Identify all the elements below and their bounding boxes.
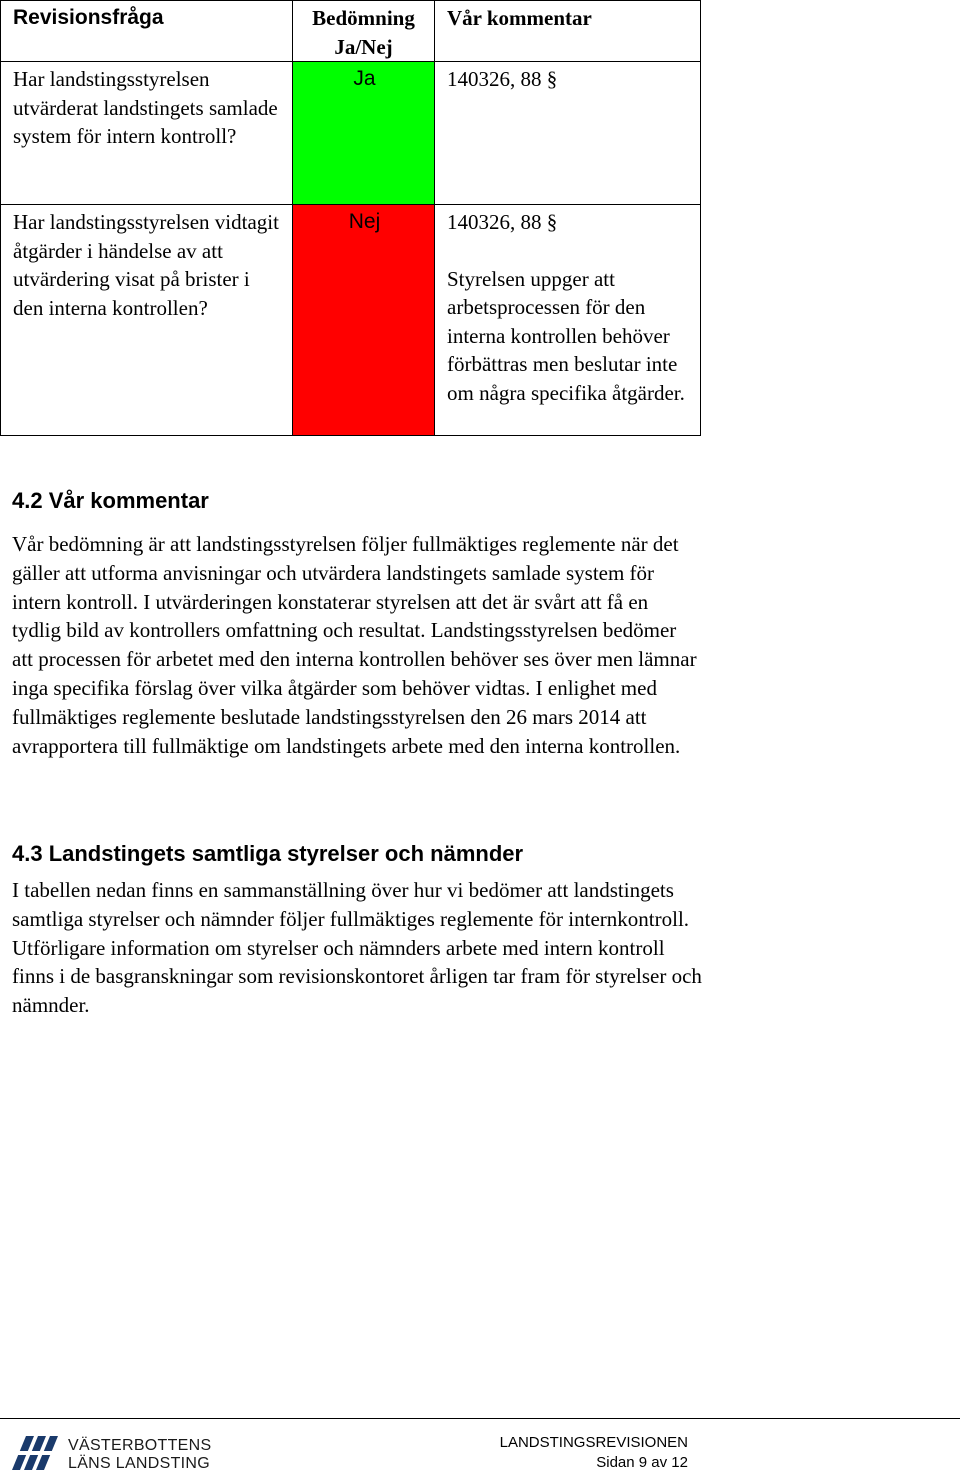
comment-reference: 140326, 88 §	[447, 67, 558, 91]
table-header-row	[1, 1, 701, 62]
landsting-logo-icon	[12, 1436, 60, 1470]
question-cell: Har landstingsstyrelsen utvärderat landstingets samlade system för intern kontroll?	[1, 62, 293, 205]
comment-reference: 140326, 88 §	[447, 210, 558, 234]
comment-cell	[435, 62, 701, 205]
footer-divider	[0, 1418, 960, 1419]
question-cell: Har landstingsstyrelsen vidtagit åtgärder i händelse av att utvärdering visat på brister i den interna kontrollen?	[1, 205, 293, 436]
header-question: Revisionsfråga	[1, 1, 293, 62]
header-assessment	[293, 1, 435, 62]
comment-text: Styrelsen uppger att arbetsprocessen för den interna kontrollen behöver förbättras men beslutar inte om några specifika åtgärder.	[447, 266, 685, 405]
section-heading-4-2: 4.2 Vår kommentar	[12, 488, 209, 513]
evaluation-table	[0, 0, 701, 436]
table-row	[1, 205, 701, 436]
logo-line1: VÄSTERBOTTENS	[68, 1437, 212, 1454]
footer-department: LANDSTINGSREVISIONEN	[499, 1434, 688, 1451]
header-comment: Vår kommentar	[435, 1, 701, 62]
header-assessment-line1: Bedömning	[312, 6, 415, 30]
logo-line2: LÄNS LANDSTING	[68, 1455, 211, 1472]
logo-wordmark	[68, 1437, 211, 1473]
comment-cell	[435, 205, 701, 436]
assessment-cell-no: Nej	[293, 205, 435, 436]
header-assessment-line2: Ja/Nej	[334, 34, 393, 59]
assessment-cell-yes: Ja	[293, 62, 435, 205]
section-body-4-2: Vår bedömning är att landstingsstyrelsen följer fullmäktiges reglemente när det gäller att utforma anvisningar och utvärdera landstingets samlade system för intern kontroll. I utvärderingen konstaterar styrelsen att det är svårt att få en tydlig bild av kontrollers omfattning och resultat. Landstingsstyrelsen bedömer att processen för arbetet med den interna kontrollen behöver ses över men lämnar inga specifika förslag över vilka åtgärder som behöver vidtas. I enlighet med fullmäktiges reglemente beslutade landstingsstyrelsen den 26 mars 2014 att avrapportera till fullmäktige om landstingets arbete med den interna kontrollen.	[12, 532, 697, 758]
section-heading-4-3: 4.3 Landstingets samtliga styrelser och nämnder	[12, 841, 524, 866]
footer-info	[500, 1433, 688, 1473]
page-number: Sidan 9 av 12	[596, 1454, 688, 1471]
table-row	[1, 62, 701, 205]
section-body-4-3: I tabellen nedan finns en sammanställning över hur vi bedömer att landstingets samtliga styrelser och nämnder följer fullmäktiges reglemente för internkontroll. Utförligare information om styrelser och nämnders arbete med intern kontroll finns i de basgranskningar som revisionskontoret årligen tar fram för styrelser och nämnder.	[12, 878, 702, 1018]
